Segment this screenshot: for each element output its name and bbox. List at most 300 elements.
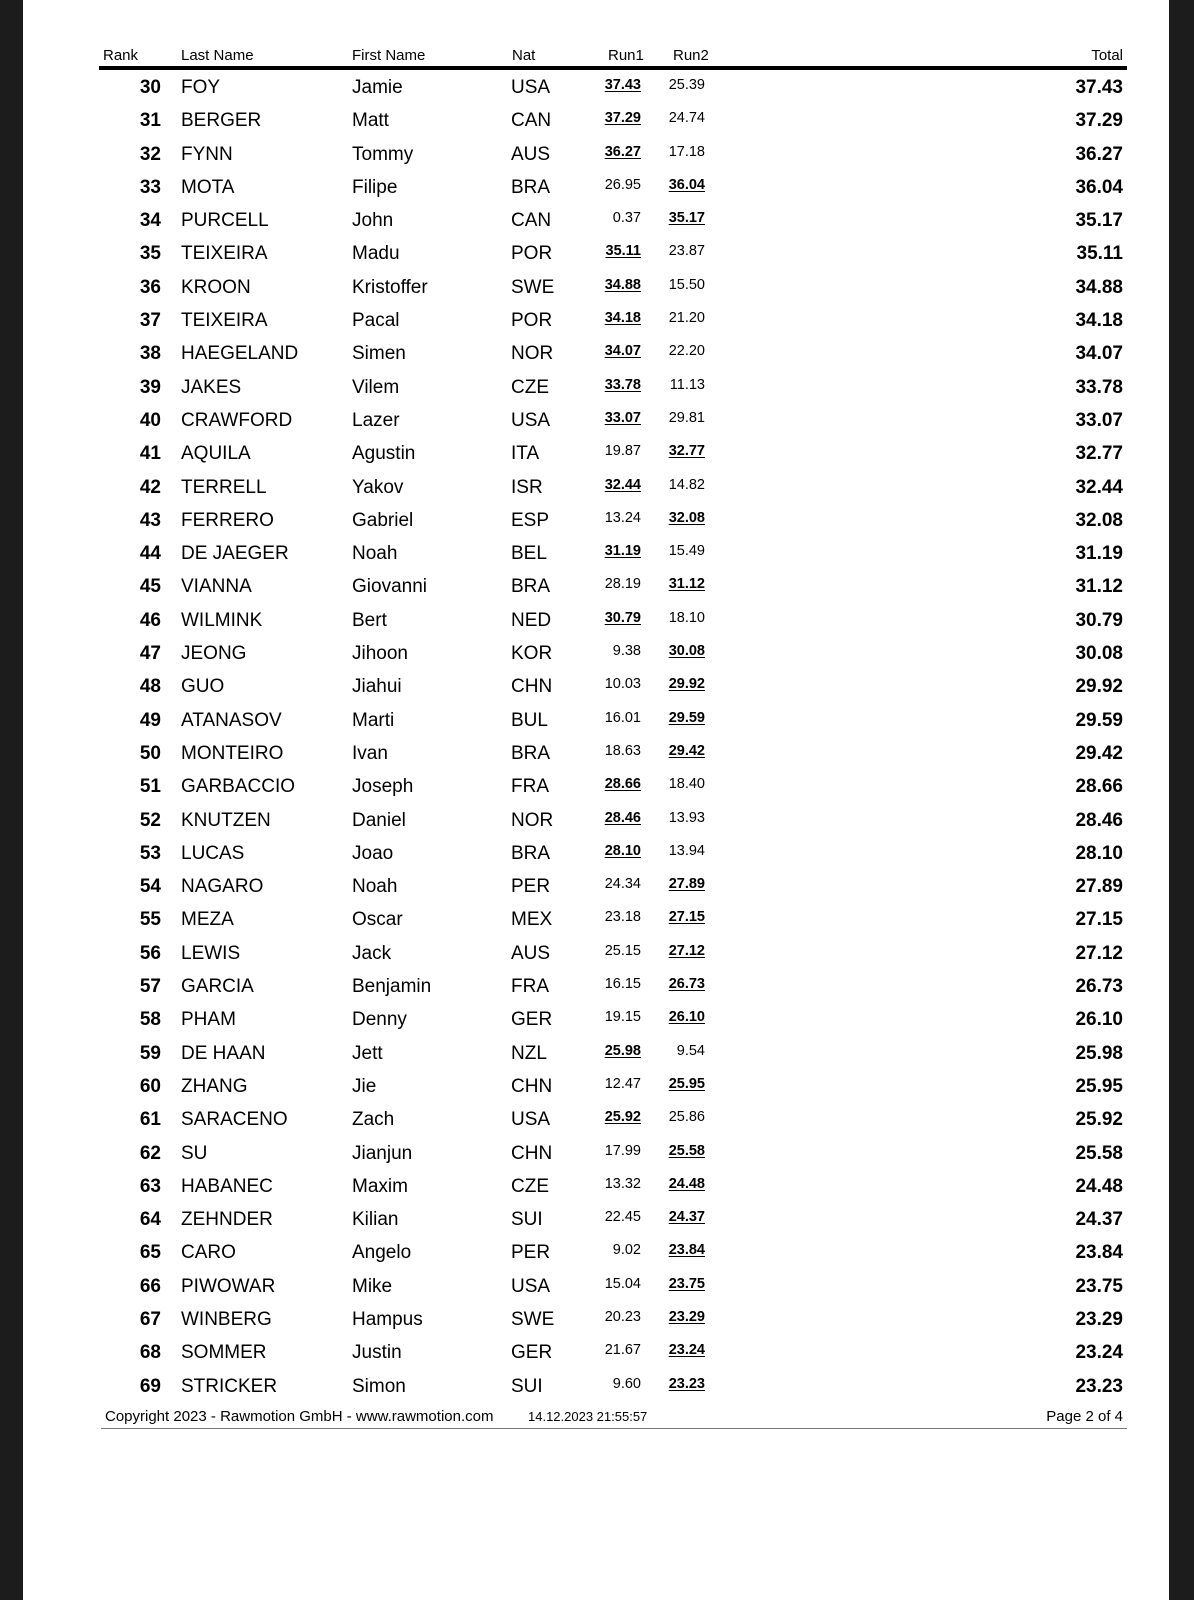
rank-cell: 61: [139, 1109, 161, 1131]
table-row: [99, 604, 1127, 637]
last-name-cell: JEONG: [181, 643, 247, 665]
nat-cell: CHN: [511, 1075, 553, 1097]
last-name-cell: TEIXEIRA: [181, 243, 268, 265]
total-cell: 24.48: [1075, 1175, 1123, 1197]
first-name-cell: Matt: [352, 110, 389, 132]
last-name-cell: TERRELL: [181, 476, 267, 498]
first-name-cell: Bert: [352, 609, 387, 631]
nat-cell: FRA: [511, 976, 549, 998]
header-first-name: First Name: [352, 47, 426, 64]
first-name-cell: Joseph: [352, 776, 414, 798]
rank-cell: 54: [139, 876, 161, 898]
total-cell: 25.58: [1075, 1142, 1123, 1164]
run2-cell: 24.48: [668, 1175, 705, 1192]
last-name-cell: AQUILA: [181, 443, 251, 465]
run1-cell: 30.79: [604, 609, 641, 626]
rank-cell: 58: [139, 1009, 161, 1031]
nat-cell: NOR: [511, 343, 554, 365]
run1-cell: 34.18: [604, 310, 641, 327]
total-cell: 37.29: [1075, 110, 1123, 132]
run2-cell: 32.08: [668, 509, 705, 526]
table-row: [99, 404, 1127, 437]
last-name-cell: LUCAS: [181, 842, 245, 864]
rank-cell: 44: [139, 543, 161, 565]
table-row: [99, 271, 1127, 304]
run1-cell: 19.87: [604, 443, 641, 460]
first-name-cell: Giovanni: [352, 576, 427, 598]
total-cell: 36.04: [1075, 176, 1123, 198]
run1-cell: 25.92: [604, 1109, 641, 1126]
table-row: [99, 804, 1127, 837]
nat-cell: KOR: [511, 643, 553, 665]
total-cell: 23.24: [1075, 1342, 1123, 1364]
total-cell: 32.08: [1075, 509, 1123, 531]
first-name-cell: Simon: [352, 1375, 406, 1397]
total-cell: 32.44: [1075, 476, 1123, 498]
run1-cell: 16.15: [604, 976, 641, 993]
nat-cell: BRA: [511, 576, 551, 598]
last-name-cell: ZHANG: [181, 1075, 248, 1097]
first-name-cell: Gabriel: [352, 509, 414, 531]
run1-cell: 13.24: [604, 509, 641, 526]
nat-cell: BRA: [511, 176, 551, 198]
table-row: [99, 903, 1127, 936]
rank-cell: 49: [139, 709, 161, 731]
table-row: [99, 837, 1127, 870]
first-name-cell: Jamie: [352, 77, 403, 98]
run2-cell: 27.89: [668, 876, 705, 893]
run2-cell: 25.86: [668, 1109, 705, 1126]
total-cell: 33.07: [1075, 409, 1123, 431]
run1-cell: 34.88: [604, 276, 641, 293]
nat-cell: USA: [511, 1109, 551, 1131]
nat-cell: AUS: [511, 143, 551, 165]
run1-cell: 36.27: [604, 143, 641, 160]
total-cell: 29.59: [1075, 709, 1123, 731]
last-name-cell: FOY: [181, 77, 221, 98]
first-name-cell: Jianjun: [352, 1142, 413, 1164]
rank-cell: 60: [139, 1075, 161, 1097]
run1-cell: 9.38: [612, 643, 641, 660]
last-name-cell: BERGER: [181, 110, 262, 132]
rank-cell: 35: [139, 243, 161, 265]
rank-cell: 56: [139, 942, 161, 964]
last-name-cell: ATANASOV: [181, 709, 282, 731]
total-cell: 34.07: [1075, 343, 1123, 365]
run2-cell: 23.24: [668, 1342, 705, 1359]
total-cell: 25.98: [1075, 1042, 1123, 1064]
run2-cell: 26.10: [668, 1009, 705, 1026]
nat-cell: CZE: [511, 1175, 549, 1197]
table-row: [99, 1037, 1127, 1070]
nat-cell: AUS: [511, 942, 551, 964]
run1-cell: 25.15: [604, 942, 641, 959]
rank-cell: 52: [139, 809, 161, 831]
last-name-cell: DE JAEGER: [181, 543, 289, 565]
table-row: [99, 770, 1127, 803]
total-cell: 29.42: [1075, 742, 1123, 764]
first-name-cell: Filipe: [352, 176, 398, 198]
run2-cell: 22.20: [668, 343, 705, 360]
last-name-cell: HAEGELAND: [181, 343, 299, 365]
first-name-cell: Benjamin: [352, 976, 432, 998]
run1-cell: 17.99: [604, 1142, 641, 1159]
run2-cell: 15.50: [668, 276, 705, 293]
run2-cell: 23.87: [668, 243, 705, 260]
total-cell: 23.84: [1075, 1242, 1123, 1264]
last-name-cell: NAGARO: [181, 876, 264, 898]
first-name-cell: Denny: [352, 1009, 407, 1031]
first-name-cell: Ivan: [352, 742, 388, 764]
nat-cell: USA: [511, 1275, 551, 1297]
last-name-cell: LEWIS: [181, 942, 241, 964]
run2-cell: 27.12: [668, 942, 705, 959]
table-row: [99, 1336, 1127, 1369]
run2-cell: 9.54: [676, 1042, 705, 1059]
table-row: [99, 1270, 1127, 1303]
table-row: [99, 304, 1127, 337]
table-row: [99, 670, 1127, 703]
last-name-cell: PURCELL: [181, 210, 269, 232]
total-cell: 25.95: [1075, 1075, 1123, 1097]
rank-cell: 33: [139, 176, 161, 198]
run2-cell: 17.18: [668, 143, 705, 160]
table-row: [99, 204, 1127, 237]
rank-cell: 41: [139, 443, 161, 465]
rank-cell: 64: [139, 1209, 161, 1231]
footer-page-number: Page 2 of 4: [1046, 1408, 1123, 1425]
rank-cell: 30: [139, 77, 161, 98]
first-name-cell: Zach: [352, 1109, 395, 1131]
run2-cell: 35.17: [668, 210, 705, 227]
table-row: [99, 870, 1127, 903]
run2-cell: 13.94: [668, 842, 705, 859]
header-run2: Run2: [673, 47, 709, 64]
run2-cell: 24.74: [668, 110, 705, 127]
nat-cell: BRA: [511, 742, 551, 764]
first-name-cell: Joao: [352, 842, 394, 864]
last-name-cell: STRICKER: [181, 1375, 278, 1397]
run1-cell: 28.10: [604, 842, 641, 859]
table-row: [99, 171, 1127, 204]
run1-cell: 24.34: [604, 876, 641, 893]
last-name-cell: GARCIA: [181, 976, 254, 998]
last-name-cell: VIANNA: [181, 576, 252, 598]
run1-cell: 9.02: [612, 1242, 641, 1259]
last-name-cell: KNUTZEN: [181, 809, 271, 831]
first-name-cell: Marti: [352, 709, 395, 731]
total-cell: 30.79: [1075, 609, 1123, 631]
run1-cell: 31.19: [604, 543, 641, 560]
run2-cell: 23.75: [668, 1275, 705, 1292]
page-footer: [101, 1406, 1127, 1429]
header-total: Total: [1091, 47, 1123, 64]
last-name-cell: MONTEIRO: [181, 742, 284, 764]
last-name-cell: GARBACCIO: [181, 776, 296, 798]
run1-cell: 37.29: [604, 110, 641, 127]
rank-cell: 65: [139, 1242, 161, 1264]
rank-cell: 36: [139, 276, 161, 298]
last-name-cell: CARO: [181, 1242, 236, 1264]
run1-cell: 23.18: [604, 909, 641, 926]
table-row: [99, 104, 1127, 137]
rank-cell: 51: [139, 776, 161, 798]
run2-cell: 13.93: [668, 809, 705, 826]
table-row: [99, 937, 1127, 970]
first-name-cell: Vilem: [352, 376, 400, 398]
last-name-cell: FYNN: [181, 143, 233, 165]
total-cell: 35.17: [1075, 210, 1123, 232]
first-name-cell: Noah: [352, 876, 398, 898]
nat-cell: BEL: [511, 543, 547, 565]
nat-cell: SWE: [511, 276, 555, 298]
first-name-cell: Tommy: [352, 143, 414, 165]
nat-cell: BRA: [511, 842, 551, 864]
total-cell: 35.11: [1076, 243, 1123, 265]
run2-cell: 26.73: [668, 976, 705, 993]
table-row: [99, 471, 1127, 504]
total-cell: 29.92: [1075, 676, 1123, 698]
first-name-cell: Jie: [352, 1075, 377, 1097]
run1-cell: 18.63: [604, 742, 641, 759]
last-name-cell: MEZA: [181, 909, 234, 931]
first-name-cell: Agustin: [352, 443, 416, 465]
rank-cell: 68: [139, 1342, 161, 1364]
table-row: [99, 1003, 1127, 1036]
nat-cell: SUI: [511, 1375, 543, 1397]
total-cell: 37.43: [1075, 77, 1123, 98]
run1-cell: 22.45: [604, 1209, 641, 1226]
total-cell: 28.10: [1075, 842, 1123, 864]
total-cell: 36.27: [1075, 143, 1123, 165]
first-name-cell: Pacal: [352, 310, 400, 332]
run1-cell: 33.78: [604, 376, 641, 393]
nat-cell: NZL: [511, 1042, 547, 1064]
first-name-cell: Kilian: [352, 1209, 399, 1231]
last-name-cell: KROON: [181, 276, 251, 298]
rank-cell: 40: [139, 409, 161, 431]
run2-cell: 30.08: [668, 643, 705, 660]
table-row: [99, 337, 1127, 370]
table-row: [99, 237, 1127, 270]
run1-cell: 20.23: [604, 1308, 641, 1325]
nat-cell: NED: [511, 609, 552, 631]
run1-cell: 0.37: [612, 210, 641, 227]
table-row: [99, 138, 1127, 171]
run1-cell: 28.19: [604, 576, 641, 593]
rank-cell: 42: [139, 476, 161, 498]
total-cell: 28.46: [1075, 809, 1123, 831]
run2-cell: 32.77: [668, 443, 705, 460]
first-name-cell: Justin: [352, 1342, 402, 1364]
total-cell: 33.78: [1075, 376, 1123, 398]
nat-cell: NOR: [511, 809, 554, 831]
table-row: [99, 704, 1127, 737]
rank-cell: 39: [139, 376, 161, 398]
first-name-cell: Maxim: [352, 1175, 408, 1197]
nat-cell: CHN: [511, 676, 553, 698]
rank-cell: 69: [139, 1375, 161, 1397]
table-row: [99, 1170, 1127, 1203]
total-cell: 23.29: [1075, 1308, 1123, 1330]
nat-cell: PER: [511, 876, 551, 898]
nat-cell: MEX: [511, 909, 553, 931]
table-row: [99, 1236, 1127, 1269]
document-page: [23, 0, 1169, 1600]
footer-timestamp: 14.12.2023 21:55:57: [528, 1409, 648, 1424]
nat-cell: SUI: [511, 1209, 543, 1231]
table-row: [99, 504, 1127, 537]
first-name-cell: John: [352, 210, 394, 232]
nat-cell: GER: [511, 1009, 553, 1031]
table-row: [99, 1070, 1127, 1103]
table-row: [99, 1203, 1127, 1236]
run2-cell: 18.40: [668, 776, 705, 793]
total-cell: 26.10: [1075, 1009, 1123, 1031]
rank-cell: 63: [139, 1175, 161, 1197]
run2-cell: 29.81: [668, 409, 705, 426]
run1-cell: 12.47: [604, 1075, 641, 1092]
nat-cell: USA: [511, 77, 551, 98]
total-cell: 23.23: [1075, 1375, 1123, 1397]
run1-cell: 19.15: [604, 1009, 641, 1026]
nat-cell: GER: [511, 1342, 553, 1364]
run2-cell: 25.39: [668, 77, 705, 93]
first-name-cell: Simen: [352, 343, 406, 365]
table-row: [99, 1137, 1127, 1170]
table-row: [99, 437, 1127, 470]
last-name-cell: SOMMER: [181, 1342, 267, 1364]
nat-cell: PER: [511, 1242, 551, 1264]
run2-cell: 29.42: [668, 742, 705, 759]
last-name-cell: TEIXEIRA: [181, 310, 268, 332]
nat-cell: SWE: [511, 1308, 555, 1330]
run1-cell: 34.07: [604, 343, 641, 360]
nat-cell: POR: [511, 310, 553, 332]
total-cell: 25.92: [1075, 1109, 1123, 1131]
rank-cell: 55: [139, 909, 161, 931]
first-name-cell: Noah: [352, 543, 398, 565]
first-name-cell: Oscar: [352, 909, 403, 931]
total-cell: 34.88: [1075, 276, 1123, 298]
total-cell: 26.73: [1075, 976, 1123, 998]
run1-cell: 21.67: [604, 1342, 641, 1359]
run2-cell: 15.49: [668, 543, 705, 560]
table-row: [99, 970, 1127, 1003]
header-nat: Nat: [512, 47, 536, 64]
first-name-cell: Jiahui: [352, 676, 402, 698]
nat-cell: BUL: [511, 709, 548, 731]
footer-copyright: Copyright 2023 - Rawmotion GmbH - www.rawmotion.com: [105, 1408, 494, 1425]
first-name-cell: Jett: [352, 1042, 383, 1064]
run2-cell: 29.59: [668, 709, 705, 726]
last-name-cell: WILMINK: [181, 609, 263, 631]
run1-cell: 28.46: [604, 809, 641, 826]
run1-cell: 35.11: [605, 243, 641, 260]
nat-cell: CZE: [511, 376, 549, 398]
nat-cell: POR: [511, 243, 553, 265]
run2-cell: 24.37: [668, 1209, 705, 1226]
last-name-cell: GUO: [181, 676, 225, 698]
run2-cell: 36.04: [668, 176, 705, 193]
last-name-cell: SU: [181, 1142, 208, 1164]
first-name-cell: Jihoon: [352, 643, 408, 665]
total-cell: 31.12: [1075, 576, 1123, 598]
run2-cell: 25.95: [668, 1075, 705, 1092]
run2-cell: 18.10: [668, 609, 705, 626]
header-run1: Run1: [608, 47, 644, 64]
rank-cell: 47: [139, 643, 161, 665]
total-cell: 23.75: [1075, 1275, 1123, 1297]
rank-cell: 57: [139, 976, 161, 998]
rank-cell: 34: [139, 210, 161, 232]
run2-cell: 23.23: [668, 1375, 705, 1392]
first-name-cell: Lazer: [352, 409, 400, 431]
nat-cell: ESP: [511, 509, 550, 531]
total-cell: 32.77: [1075, 443, 1123, 465]
last-name-cell: DE HAAN: [181, 1042, 266, 1064]
last-name-cell: PIWOWAR: [181, 1275, 276, 1297]
rank-cell: 37: [139, 310, 161, 332]
run1-cell: 32.44: [604, 476, 641, 493]
nat-cell: ITA: [511, 443, 540, 465]
table-row: [99, 71, 1127, 104]
table-header: [99, 44, 1127, 70]
last-name-cell: MOTA: [181, 176, 235, 198]
first-name-cell: Jack: [352, 942, 392, 964]
total-cell: 27.89: [1075, 876, 1123, 898]
rank-cell: 43: [139, 509, 161, 531]
nat-cell: CAN: [511, 110, 552, 132]
total-cell: 34.18: [1075, 310, 1123, 332]
first-name-cell: Mike: [352, 1275, 393, 1297]
last-name-cell: HABANEC: [181, 1175, 273, 1197]
first-name-cell: Kristoffer: [352, 276, 428, 298]
run1-cell: 15.04: [604, 1275, 641, 1292]
first-name-cell: Madu: [352, 243, 400, 265]
total-cell: 27.15: [1075, 909, 1123, 931]
rank-cell: 66: [139, 1275, 161, 1297]
rank-cell: 31: [139, 110, 161, 132]
rank-cell: 32: [139, 143, 161, 165]
results-table: [99, 71, 1127, 1403]
nat-cell: ISR: [511, 476, 543, 498]
run2-cell: 23.84: [668, 1242, 705, 1259]
rank-cell: 62: [139, 1142, 161, 1164]
last-name-cell: WINBERG: [181, 1308, 272, 1330]
first-name-cell: Yakov: [352, 476, 404, 498]
run1-cell: 16.01: [604, 709, 641, 726]
first-name-cell: Hampus: [352, 1308, 423, 1330]
table-row: [99, 371, 1127, 404]
last-name-cell: PHAM: [181, 1009, 236, 1031]
total-cell: 30.08: [1075, 643, 1123, 665]
rank-cell: 48: [139, 676, 161, 698]
run2-cell: 11.13: [669, 376, 705, 393]
run1-cell: 10.03: [604, 676, 641, 693]
run1-cell: 25.98: [604, 1042, 641, 1059]
total-cell: 31.19: [1075, 543, 1123, 565]
table-row: [99, 737, 1127, 770]
last-name-cell: JAKES: [181, 376, 242, 398]
last-name-cell: SARACENO: [181, 1109, 288, 1131]
nat-cell: CHN: [511, 1142, 553, 1164]
table-row: [99, 570, 1127, 603]
table-row: [99, 1370, 1127, 1403]
run2-cell: 23.29: [668, 1308, 705, 1325]
table-row: [99, 537, 1127, 570]
run2-cell: 31.12: [668, 576, 705, 593]
